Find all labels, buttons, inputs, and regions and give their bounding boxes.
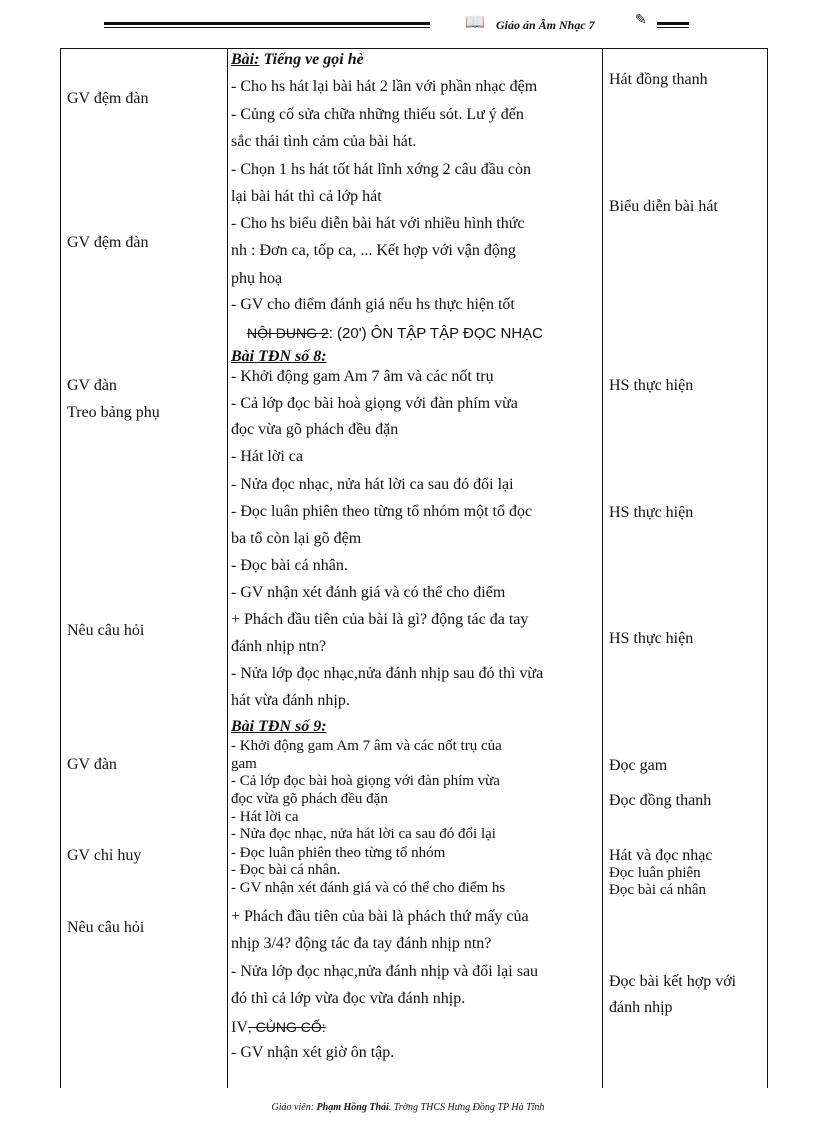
content-line: - GV cho điểm đánh giá nếu hs thực hiện tốt <box>231 296 515 313</box>
content-line: đọc vừa gõ phách đều đặn <box>231 791 388 807</box>
teacher-note: GV đệm đàn <box>67 234 149 251</box>
student-activity: Đọc bài kết hợp với <box>609 973 737 990</box>
student-activity: Đọc luân phiên <box>609 865 701 881</box>
student-activity: HS thực hiện <box>609 504 694 521</box>
header-rule-left-thin <box>104 27 430 28</box>
teacher-note: GV chỉ huy <box>67 847 142 864</box>
student-activity: Đọc bài cá nhân <box>609 882 707 898</box>
content-line: nhịp 3/4? động tác đa tay đánh nhịp ntn? <box>231 935 492 952</box>
content-line: - Cả lớp đọc bài hoà giọng với đàn phím vừa <box>231 395 518 412</box>
content-line: - Cả lớp đọc bài hoà giọng với đàn phím vừa <box>231 773 500 789</box>
content-line: - Nửa đọc nhạc, nửa hát lời ca sau đó đổi lại <box>231 476 514 493</box>
book-icon: 📖 <box>465 14 485 31</box>
content-line: - Nửa lớp đọc nhạc,nửa đánh nhịp sau đó thì vừa <box>231 665 544 682</box>
content-line: - Khởi động gam Am 7 âm và các nốt trụ <box>231 368 494 385</box>
page-header <box>0 8 816 48</box>
content-line: gam <box>231 756 257 772</box>
content-line: - Nửa đọc nhạc, nửa hát lời ca sau đó đổi lại <box>231 826 496 842</box>
footer-prefix: Giáo viên: <box>271 1102 317 1113</box>
content-line: phụ hoạ <box>231 270 283 287</box>
content-line: đánh nhịp ntn? <box>231 638 327 655</box>
content-line: đó thì cả lớp vừa đọc vừa đánh nhịp. <box>231 990 466 1007</box>
content-line: - Cho hs hát lại bài hát 2 lần với phần nhạc đệm <box>231 78 538 95</box>
content-line: hát vừa đánh nhịp. <box>231 692 350 709</box>
content-line: - Đọc bài cá nhân. <box>231 557 348 574</box>
content-line: đọc vừa gõ phách đều đặn <box>231 421 399 438</box>
content-line: + Phách đầu tiên của bài là phách thứ mấy của <box>231 908 529 925</box>
student-activity: HS thực hiện <box>609 377 694 394</box>
content-line: - Đọc luân phiên theo từng tổ nhóm một tổ đọc <box>231 503 533 520</box>
student-activity: đánh nhịp <box>609 999 673 1016</box>
teacher-note: GV đàn <box>67 377 117 394</box>
content-line: + Phách đầu tiên của bài là gì? động tác đa tay <box>231 611 529 628</box>
content-line: - Đọc bài cá nhân. <box>231 862 341 878</box>
student-activity: Hát và đọc nhạc <box>609 847 713 864</box>
student-activity: HS thực hiện <box>609 630 694 647</box>
section-heading-tdn-9: Bài TĐN số 9: <box>231 718 327 735</box>
content-line: - Hát lời ca <box>231 809 299 825</box>
content-line: - GV nhận xét đánh giá và có thể cho điểm <box>231 584 506 601</box>
column-divider-1 <box>227 49 228 1088</box>
content-line: - Chọn 1 hs hát tốt hát lĩnh xớng 2 câu đầu còn <box>231 161 531 178</box>
section-heading-noi-dung-2: NỘI DUNG 2: (20') ÔN TẬP TẬP ĐỌC NHẠC <box>247 325 543 342</box>
teacher-note: GV đàn <box>67 756 117 773</box>
footer-school: . Trờng THCS Hưng Đồng TP Hà Tĩnh <box>388 1102 545 1113</box>
content-line: ba tổ còn lại gõ đệm <box>231 530 362 547</box>
student-activity: Đọc gam <box>609 757 668 774</box>
content-line: - Củng cố sửa chữa những thiếu sót. Lư ý đến <box>231 106 524 123</box>
teacher-note: Treo bảng phụ <box>67 404 160 421</box>
content-line: - Khởi động gam Am 7 âm và các nốt trụ của <box>231 738 502 754</box>
content-line: - Nửa lớp đọc nhạc,nửa đánh nhịp và đổi lại sau <box>231 963 539 980</box>
pen-icon: ✎ <box>635 13 647 28</box>
student-activity: Biểu diễn bài hát <box>609 198 718 215</box>
header-rule-right-thin <box>657 27 689 28</box>
teacher-note: Nêu câu hỏi <box>67 622 145 639</box>
teacher-note: Nêu câu hỏi <box>67 919 145 936</box>
lesson-table <box>60 48 768 1088</box>
content-line: lại bài hát thì cả lớp hát <box>231 188 382 205</box>
page-footer <box>0 1102 816 1113</box>
section-heading-tieng-ve: Bài: Tiếng ve gọi hè <box>231 51 364 68</box>
header-title: Giáo án Âm Nhạc 7 <box>496 18 595 32</box>
teacher-note: GV đệm đàn <box>67 90 149 107</box>
header-rule-right <box>657 22 689 25</box>
column-divider-2 <box>602 49 603 1088</box>
student-activity: Đọc đồng thanh <box>609 792 712 809</box>
header-rule-left <box>104 22 430 25</box>
student-activity: Hát đồng thanh <box>609 71 708 88</box>
content-line: sắc thái tình cảm của bài hát. <box>231 133 417 150</box>
content-line: - Hát lời ca <box>231 448 303 465</box>
footer-teacher-name: Phạm Hồng Thái <box>316 1102 389 1113</box>
content-line: - GV nhận xét giờ ôn tập. <box>231 1044 395 1061</box>
section-heading-cung-co: IV, CỦNG CỐ: <box>231 1019 326 1036</box>
content-line: nh : Đơn ca, tốp ca, ... Kết hợp với vận động <box>231 242 516 259</box>
section-heading-tdn-8: Bài TĐN số 8: <box>231 348 327 365</box>
content-line: - Cho hs biểu diễn bài hát với nhiều hình thức <box>231 215 525 232</box>
content-line: - Đọc luân phiên theo từng tổ nhóm <box>231 845 446 861</box>
content-line: - GV nhận xét đánh giá và có thể cho điểm hs <box>231 880 506 896</box>
